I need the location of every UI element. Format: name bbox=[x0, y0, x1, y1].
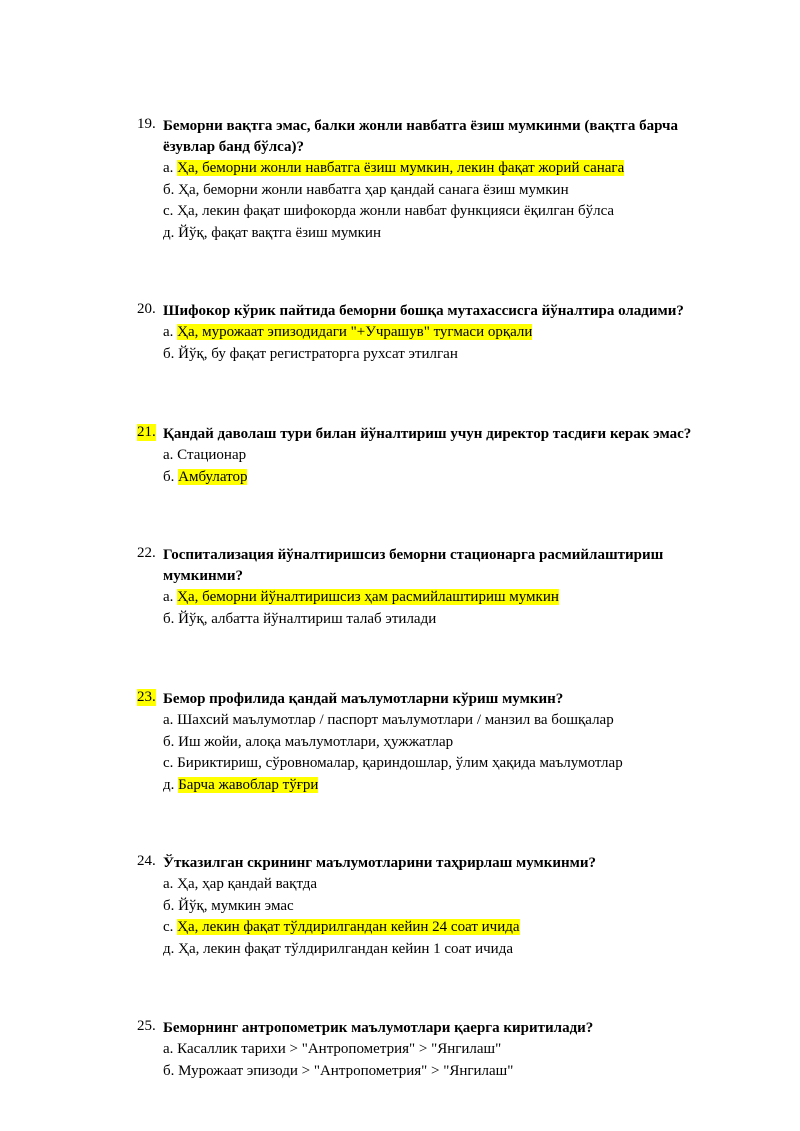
option-c: с. Ҳа, лекин фақат шифокорда жонли навбат функцияси ёқилган бўлса bbox=[163, 203, 615, 219]
question-number: 20. bbox=[137, 301, 156, 317]
option-a: а. Ҳа, беморни йўналтиришсиз ҳам расмийлаштириш мумкин bbox=[163, 589, 559, 605]
question-text: Шифокор кўрик пайтида беморни бошқа мутахассисга йўналтира оладими? bbox=[163, 303, 684, 319]
option-b: б. Мурожаат эпизоди > "Антропометрия" > "Янгилаш" bbox=[163, 1062, 514, 1079]
question-number: 22. bbox=[137, 545, 156, 561]
highlighted-answer: Ҳа, лекин фақат тўлдирилгандан кейин 24 соат ичида bbox=[177, 919, 520, 935]
option-b: б. Амбулатор bbox=[163, 468, 248, 485]
question-number: 23. bbox=[137, 689, 156, 705]
option-a: а. Касаллик тарихи > "Антропометрия" > "Янгилаш" bbox=[163, 1041, 502, 1057]
option-a: а. Стационар bbox=[163, 447, 247, 463]
highlighted-answer: Ҳа, мурожаат эпизодидаги "+Учрашув" тугмаси орқали bbox=[177, 324, 533, 340]
option-b: б. Йўқ, албатта йўналтириш талаб этилади bbox=[163, 610, 437, 627]
question-text: Беморнинг антропометрик маълумотлари қаерга киритилади? bbox=[163, 1020, 594, 1036]
question-text: Бемор профилида қандай маълумотларни кўриш мумкин? bbox=[163, 691, 564, 707]
option-b: б. Йўқ, мумкин эмас bbox=[163, 897, 294, 914]
option-c: с. Бириктириш, сўровномалар, қариндошлар, ўлим ҳақида маълумотлар bbox=[163, 755, 623, 771]
option-b: б. Йўқ, бу фақат регистраторга рухсат этилган bbox=[163, 345, 458, 362]
question-text: Госпитализация йўналтиришсиз беморни стационарга расмийлаштириш мумкинми? bbox=[163, 547, 664, 584]
highlighted-answer: Ҳа, беморни жонли навбатга ёзиш мумкин, лекин фақат жорий санага bbox=[177, 160, 625, 176]
option-d: д. Барча жавоблар тўғри bbox=[163, 776, 319, 793]
highlighted-answer: Амбулатор bbox=[178, 468, 248, 485]
option-d: д. Йўқ, фақат вақтга ёзиш мумкин bbox=[163, 224, 381, 241]
option-a: а. Ҳа, мурожаат эпизодидаги "+Учрашув" тугмаси орқали bbox=[163, 324, 533, 340]
option-d: д. Ҳа, лекин фақат тўлдирилгандан кейин 1 соат ичида bbox=[163, 940, 513, 957]
question-text: Беморни вақтга эмас, балки жонли навбатга ёзиш мумкинми (вақтга барча ёзувлар банд бўлса)? bbox=[163, 118, 679, 155]
option-a: а. Ҳа, беморни жонли навбатга ёзиш мумкин, лекин фақат жорий санага bbox=[163, 160, 625, 176]
option-b: б. Ҳа, беморни жонли навбатга ҳар қандай санага ёзиш мумкин bbox=[163, 181, 569, 198]
question-text: Қандай даволаш тури билан йўналтириш учун директор тасдиғи керак эмас? bbox=[163, 426, 692, 442]
question-number: 24. bbox=[137, 853, 156, 869]
highlighted-answer: Барча жавоблар тўғри bbox=[178, 776, 319, 793]
question-number: 25. bbox=[137, 1018, 156, 1034]
option-b: б. Иш жойи, алоқа маълумотлари, ҳужжатлар bbox=[163, 733, 454, 750]
question-number: 19. bbox=[137, 116, 156, 132]
option-a: а. Шахсий маълумотлар / паспорт маълумотлари / манзил ва бошқалар bbox=[163, 712, 614, 728]
option-a: а. Ҳа, ҳар қандай вақтда bbox=[163, 876, 318, 892]
question-number: 21. bbox=[137, 424, 156, 440]
question-text: Ўтказилган скрининг маълумотларини таҳрирлаш мумкинми? bbox=[163, 855, 597, 871]
highlighted-answer: Ҳа, беморни йўналтиришсиз ҳам расмийлаштириш мумкин bbox=[177, 589, 559, 605]
option-c: с. Ҳа, лекин фақат тўлдирилгандан кейин 24 соат ичида bbox=[163, 919, 520, 935]
